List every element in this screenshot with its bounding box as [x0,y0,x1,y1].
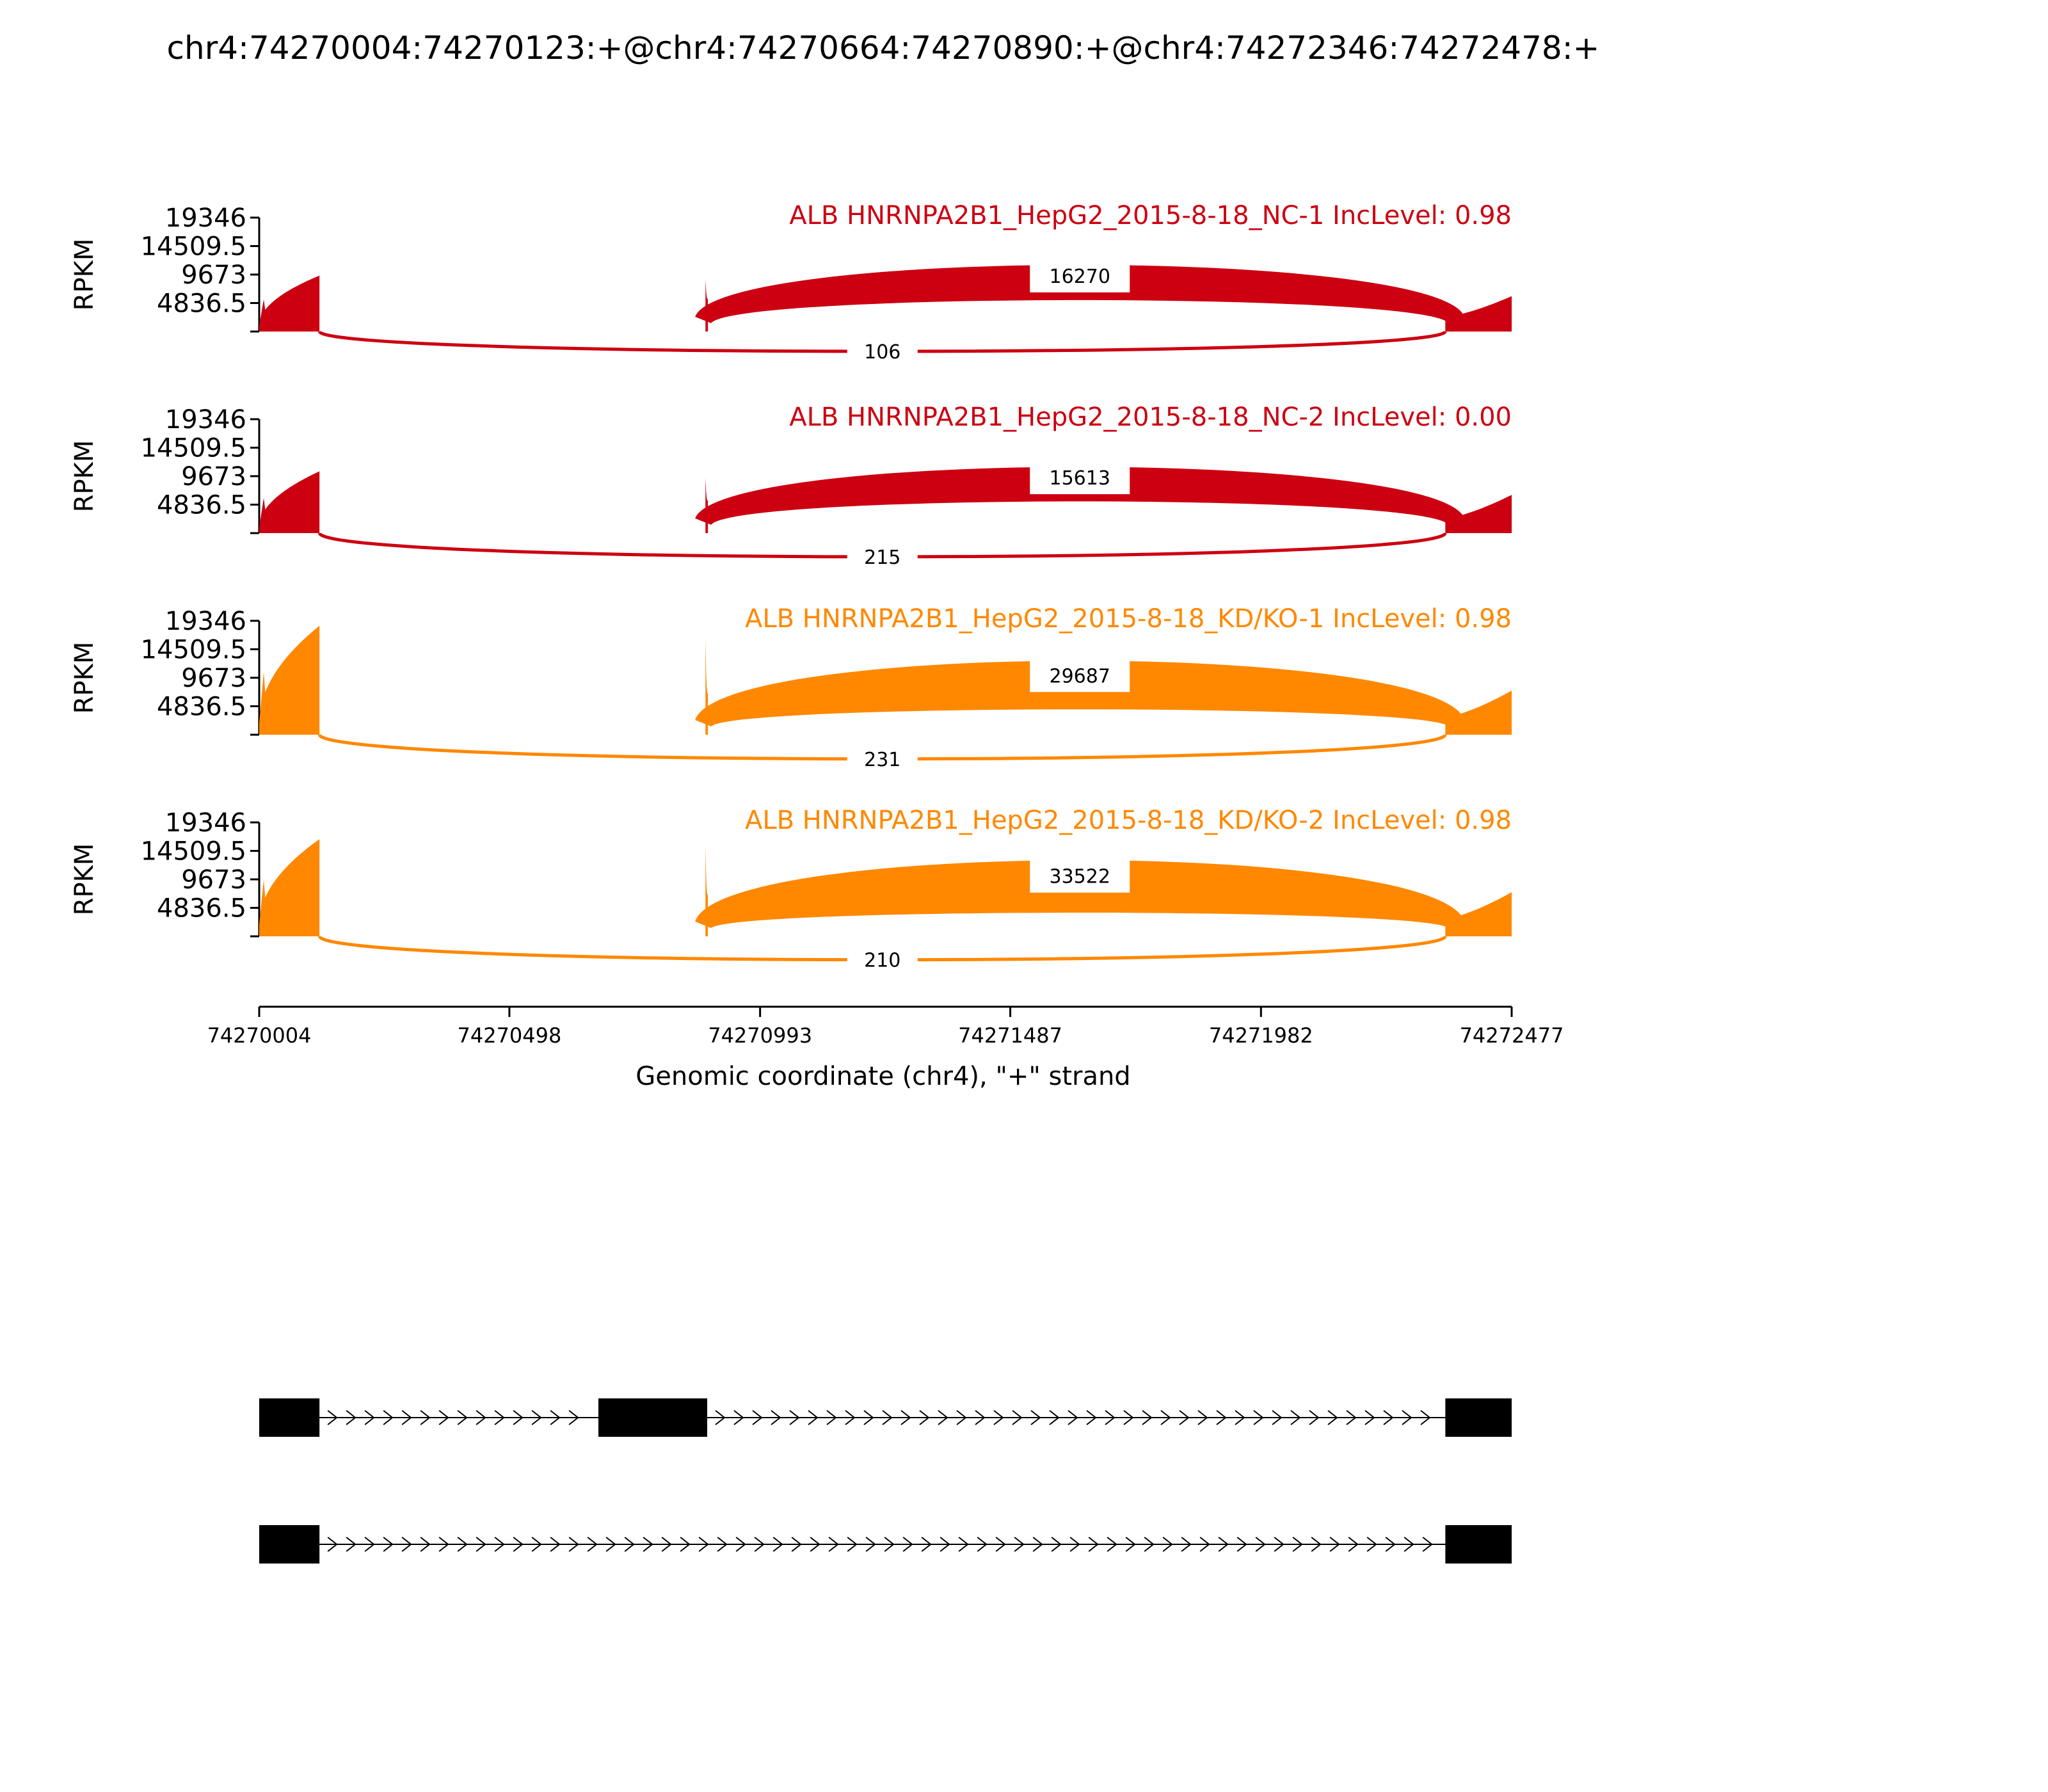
y-tick-label: 9673 [181,865,246,895]
x-tick-label: 74270993 [708,1023,813,1048]
skipping-junction-count: 210 [864,949,901,972]
coverage-panel [70,201,1512,365]
sample-label: ALB HNRNPA2B1_HepG2_2015-8-18_NC-2 IncLevel: 0.00 [789,403,1512,432]
exon-block [259,1398,319,1437]
sample-label: ALB HNRNPA2B1_HepG2_2015-8-18_NC-1 IncLevel: 0.98 [789,201,1512,230]
y-axis-label: RPKM [70,641,99,714]
isoform-tracks [259,1398,1512,1564]
y-tick-label: 19346 [164,808,246,838]
y-tick-label: 9673 [181,664,246,693]
exon-block [1445,1398,1512,1437]
y-tick-label: 14509.5 [140,836,246,867]
x-tick-label: 74270004 [207,1023,312,1048]
exon-block [598,1398,707,1437]
chart-title: chr4:74270004:74270123:+@chr4:74270664:74270890:+@chr4:74272346:74272478:+ [166,29,1600,67]
skipping-junction-count: 106 [864,340,901,364]
inclusion-junction-count: 16270 [1049,265,1110,288]
sample-label: ALB HNRNPA2B1_HepG2_2015-8-18_KD/KO-2 IncLevel: 0.98 [744,806,1512,835]
y-axis-label: RPKM [70,440,99,513]
x-tick-label: 74272477 [1459,1023,1564,1048]
y-tick-label: 9673 [181,260,246,290]
coverage-area [259,276,319,332]
y-tick-label: 19346 [164,204,246,233]
x-axis [207,1007,1564,1048]
y-tick-label: 4836.5 [157,893,246,924]
y-tick-label: 4836.5 [157,692,246,722]
inclusion-junction-count: 33522 [1049,865,1110,888]
inclusion-junction-count: 29687 [1049,665,1110,688]
sample-label: ALB HNRNPA2B1_HepG2_2015-8-18_KD/KO-1 IncLevel: 0.98 [744,604,1512,634]
y-tick-label: 4836.5 [157,490,246,520]
exon-block [259,1525,319,1564]
skipping-junction-count: 215 [864,546,901,569]
coverage-area [259,839,319,936]
coverage-panels [70,201,1512,974]
y-tick-label: 14509.5 [140,433,246,463]
skipping-junction-count: 231 [864,748,901,771]
coverage-panel [70,403,1512,571]
coverage-area [259,471,319,533]
isoform-track [259,1525,1512,1564]
x-tick-label: 74270498 [457,1023,562,1048]
x-axis-label: Genomic coordinate (chr4), "+" strand [636,1062,1131,1091]
y-tick-label: 9673 [181,462,246,492]
x-tick-label: 74271982 [1208,1023,1313,1048]
y-tick-label: 14509.5 [140,635,246,665]
coverage-area [259,626,319,735]
y-tick-label: 14509.5 [140,232,246,262]
isoform-track [259,1398,1512,1437]
y-axis-label: RPKM [70,843,99,916]
y-tick-label: 19346 [164,607,246,636]
coverage-area [705,477,708,533]
coverage-panel [70,806,1512,974]
exon-block [1445,1525,1512,1564]
y-axis-label: RPKM [70,238,99,311]
coverage-panel [70,604,1512,773]
x-tick-label: 74271487 [958,1023,1063,1048]
inclusion-junction-count: 15613 [1049,467,1110,490]
y-tick-label: 19346 [164,405,246,435]
y-tick-label: 4836.5 [157,289,246,319]
